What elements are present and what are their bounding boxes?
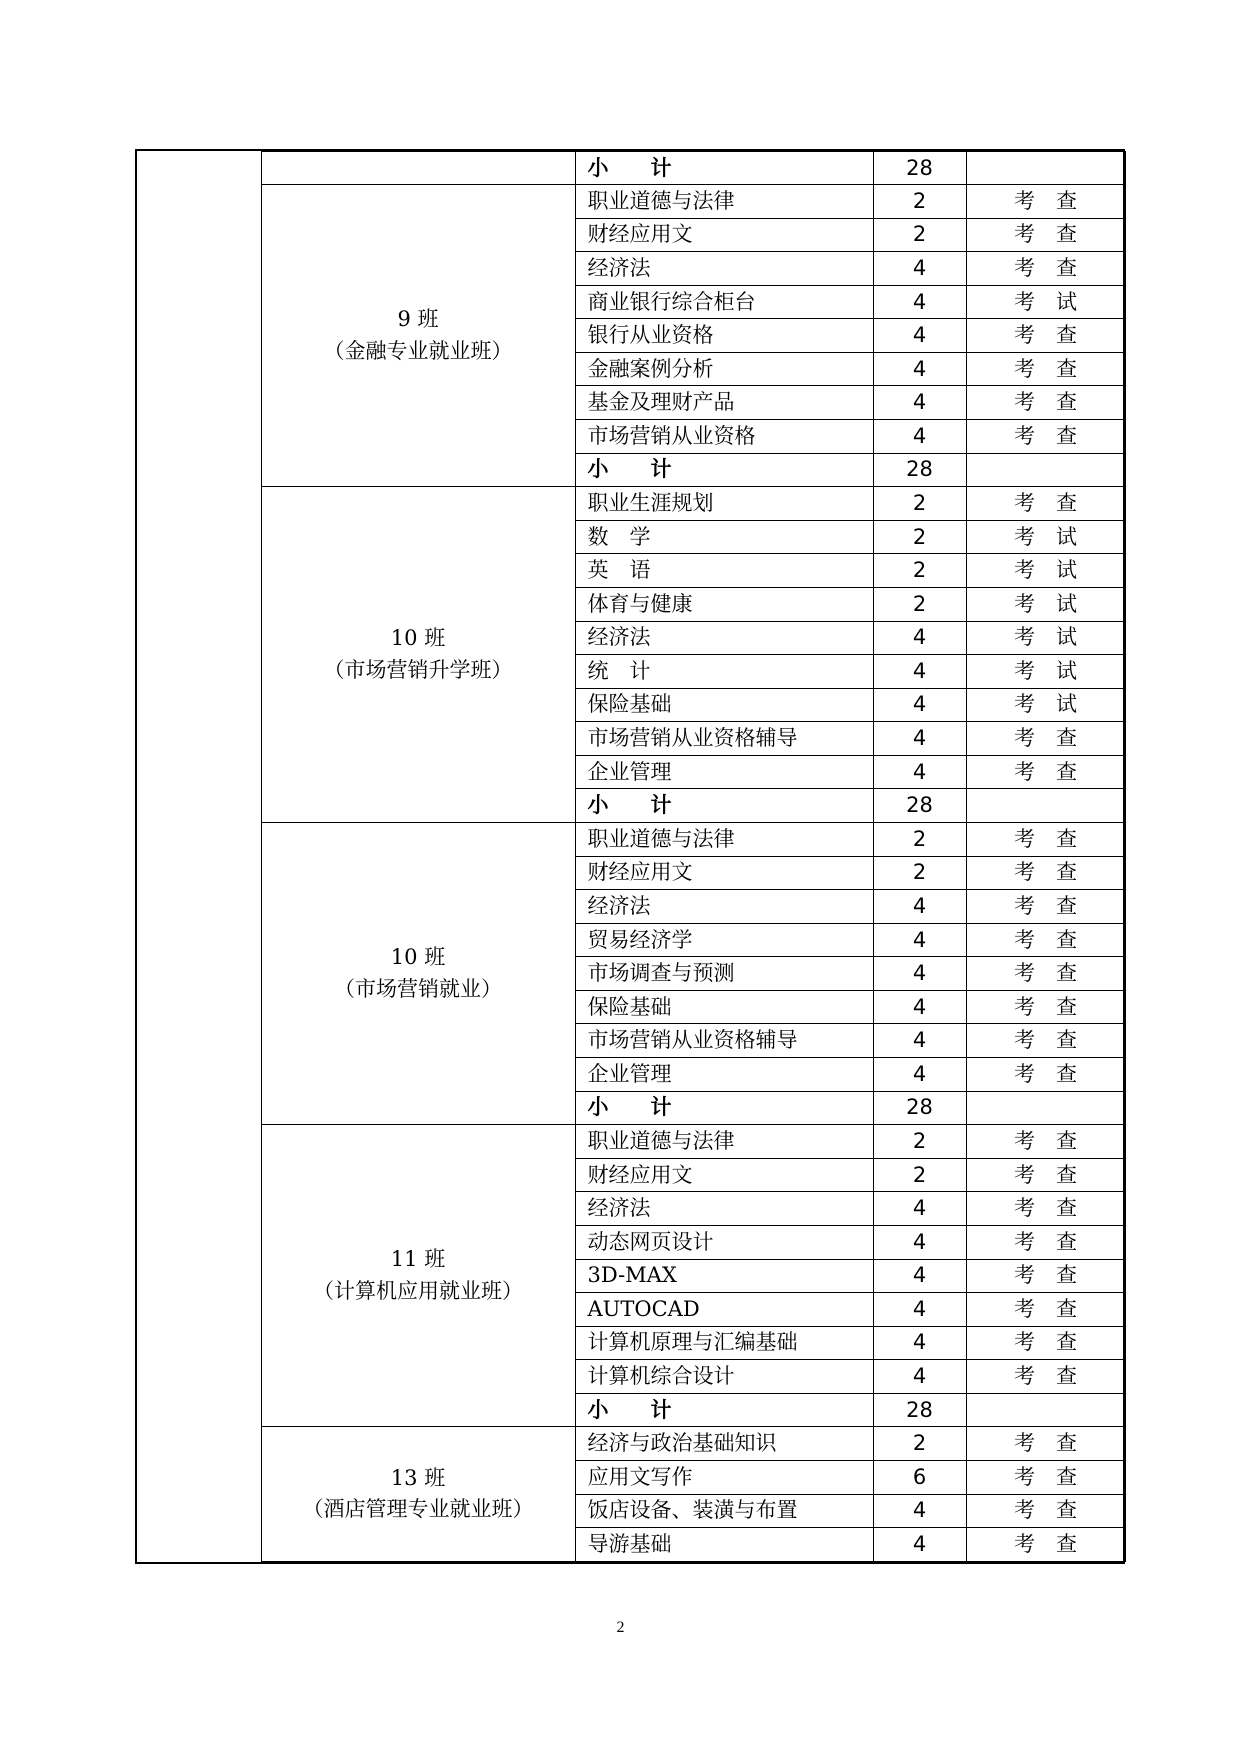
class-label-cell: [261, 1125, 575, 1427]
hours-value: 4: [873, 755, 966, 789]
course-name: 经济与政治基础知识: [575, 1427, 873, 1461]
exam-type: 考 查: [966, 1024, 1125, 1058]
course-name: 统 计: [575, 655, 873, 689]
class-label-cell: [261, 487, 575, 823]
hours-value: 2: [873, 218, 966, 252]
hours-value: 4: [873, 621, 966, 655]
exam-type: [966, 453, 1125, 487]
course-name: 保险基础: [575, 990, 873, 1024]
exam-type: [966, 152, 1125, 185]
course-name: 财经应用文: [575, 1158, 873, 1192]
exam-type: 考 查: [966, 1192, 1125, 1226]
exam-type: 考 查: [966, 1058, 1125, 1092]
hours-value: 4: [873, 1058, 966, 1092]
hours-value: 4: [873, 957, 966, 991]
exam-type: 考 查: [966, 1460, 1125, 1494]
course-name: 经济法: [575, 252, 873, 286]
course-name: 职业道德与法律: [575, 185, 873, 219]
hours-value: 4: [873, 252, 966, 286]
course-name: 3D-MAX: [575, 1259, 873, 1293]
exam-type: 考 查: [966, 890, 1125, 924]
course-name: 财经应用文: [575, 856, 873, 890]
table-body: [137, 152, 1125, 1562]
exam-type: 考 查: [966, 487, 1125, 521]
hours-value: 4: [873, 655, 966, 689]
class-label-cell: [261, 822, 575, 1124]
course-name: 贸易经济学: [575, 923, 873, 957]
hours-value: 4: [873, 319, 966, 353]
exam-type: 考 查: [966, 1427, 1125, 1461]
course-name: 计算机原理与汇编基础: [575, 1326, 873, 1360]
course-name: 金融案例分析: [575, 352, 873, 386]
curriculum-table: [135, 149, 1125, 1564]
blank-left-column: [137, 152, 261, 1562]
course-name: 市场调查与预测: [575, 957, 873, 991]
exam-type: 考 试: [966, 655, 1125, 689]
class-number: 10 班: [390, 626, 446, 651]
class-description: （市场营销就业）: [334, 976, 502, 1001]
exam-type: 考 查: [966, 957, 1125, 991]
course-name: 小 计: [575, 1091, 873, 1125]
hours-value: 28: [873, 152, 966, 185]
course-name: 市场营销从业资格辅导: [575, 1024, 873, 1058]
hours-value: 2: [873, 1427, 966, 1461]
exam-type: 考 查: [966, 990, 1125, 1024]
hours-value: 4: [873, 688, 966, 722]
course-name: 应用文写作: [575, 1460, 873, 1494]
hours-value: 4: [873, 1192, 966, 1226]
exam-type: 考 查: [966, 319, 1125, 353]
hours-value: 4: [873, 923, 966, 957]
hours-value: 28: [873, 1091, 966, 1125]
hours-value: 2: [873, 554, 966, 588]
empty-class-cell: [261, 152, 575, 185]
course-name: 银行从业资格: [575, 319, 873, 353]
course-name: 体育与健康: [575, 587, 873, 621]
course-name: 小 计: [575, 1393, 873, 1427]
exam-type: [966, 789, 1125, 823]
hours-value: 4: [873, 1293, 966, 1327]
exam-type: 考 查: [966, 1259, 1125, 1293]
class-number: 10 班: [390, 945, 446, 970]
course-name: 经济法: [575, 1192, 873, 1226]
exam-type: 考 试: [966, 520, 1125, 554]
hours-value: 4: [873, 386, 966, 420]
exam-type: 考 试: [966, 621, 1125, 655]
course-name: 职业道德与法律: [575, 822, 873, 856]
hours-value: 4: [873, 1494, 966, 1528]
class-description: （金融专业就业班）: [323, 338, 513, 363]
hours-value: 2: [873, 587, 966, 621]
hours-value: 4: [873, 1024, 966, 1058]
hours-value: 4: [873, 1528, 966, 1562]
hours-value: 4: [873, 1225, 966, 1259]
class-description: （市场营销升学班）: [323, 657, 513, 682]
course-name: AUTOCAD: [575, 1293, 873, 1327]
hours-value: 4: [873, 1360, 966, 1394]
course-name: 导游基础: [575, 1528, 873, 1562]
course-name: 市场营销从业资格辅导: [575, 722, 873, 756]
table-row: [137, 822, 1125, 856]
course-name: 饭店设备、装潢与布置: [575, 1494, 873, 1528]
course-name: 市场营销从业资格: [575, 420, 873, 454]
course-name: 财经应用文: [575, 218, 873, 252]
exam-type: [966, 1393, 1125, 1427]
hours-value: 28: [873, 1393, 966, 1427]
course-name: 经济法: [575, 621, 873, 655]
exam-type: 考 试: [966, 587, 1125, 621]
hours-value: 2: [873, 822, 966, 856]
course-name: 企业管理: [575, 1058, 873, 1092]
class-number: 11 班: [390, 1247, 446, 1272]
table-row: [137, 487, 1125, 521]
course-name: 小 计: [575, 453, 873, 487]
exam-type: 考 查: [966, 420, 1125, 454]
exam-type: 考 试: [966, 554, 1125, 588]
page-number: 2: [616, 1619, 625, 1636]
hours-value: 4: [873, 352, 966, 386]
table-row-top-subtotal: [137, 152, 1125, 185]
course-name: 数 学: [575, 520, 873, 554]
exam-type: 考 查: [966, 1293, 1125, 1327]
exam-type: 考 查: [966, 386, 1125, 420]
course-name: 职业道德与法律: [575, 1125, 873, 1159]
hours-value: 4: [873, 420, 966, 454]
hours-value: 2: [873, 520, 966, 554]
hours-value: 4: [873, 1259, 966, 1293]
course-name: 保险基础: [575, 688, 873, 722]
exam-type: 考 查: [966, 1528, 1125, 1562]
course-name: 商业银行综合柜台: [575, 285, 873, 319]
exam-type: 考 查: [966, 822, 1125, 856]
exam-type: 考 查: [966, 252, 1125, 286]
exam-type: 考 查: [966, 856, 1125, 890]
hours-value: 4: [873, 722, 966, 756]
class-description: （计算机应用就业班）: [313, 1278, 523, 1303]
course-name: 基金及理财产品: [575, 386, 873, 420]
course-name: 职业生涯规划: [575, 487, 873, 521]
hours-value: 2: [873, 487, 966, 521]
class-description: （酒店管理专业就业班）: [302, 1497, 534, 1522]
exam-type: 考 查: [966, 722, 1125, 756]
hours-value: 28: [873, 789, 966, 823]
hours-value: 6: [873, 1460, 966, 1494]
class-number: 9 班: [397, 307, 439, 332]
class-label-cell: [261, 1427, 575, 1562]
exam-type: 考 试: [966, 285, 1125, 319]
exam-type: 考 查: [966, 1125, 1125, 1159]
exam-type: [966, 1091, 1125, 1125]
exam-type: 考 查: [966, 755, 1125, 789]
exam-type: 考 查: [966, 1225, 1125, 1259]
hours-value: 4: [873, 285, 966, 319]
hours-value: 4: [873, 890, 966, 924]
course-name: 小 计: [575, 152, 873, 185]
hours-value: 2: [873, 185, 966, 219]
exam-type: 考 查: [966, 923, 1125, 957]
class-number: 13 班: [390, 1465, 446, 1490]
exam-type: 考 查: [966, 1360, 1125, 1394]
hours-value: 2: [873, 1158, 966, 1192]
course-name: 小 计: [575, 789, 873, 823]
exam-type: 考 查: [966, 218, 1125, 252]
course-name: 经济法: [575, 890, 873, 924]
table-row: [137, 1427, 1125, 1461]
exam-type: 考 查: [966, 1494, 1125, 1528]
table-row: [137, 185, 1125, 219]
hours-value: 2: [873, 856, 966, 890]
hours-value: 4: [873, 1326, 966, 1360]
exam-type: 考 查: [966, 185, 1125, 219]
course-name: 动态网页设计: [575, 1225, 873, 1259]
course-name: 英 语: [575, 554, 873, 588]
exam-type: 考 查: [966, 352, 1125, 386]
hours-value: 4: [873, 990, 966, 1024]
hours-value: 28: [873, 453, 966, 487]
course-name: 企业管理: [575, 755, 873, 789]
exam-type: 考 试: [966, 688, 1125, 722]
class-label-cell: [261, 185, 575, 487]
hours-value: 2: [873, 1125, 966, 1159]
exam-type: 考 查: [966, 1158, 1125, 1192]
exam-type: 考 查: [966, 1326, 1125, 1360]
table-row: [137, 1125, 1125, 1159]
course-name: 计算机综合设计: [575, 1360, 873, 1394]
